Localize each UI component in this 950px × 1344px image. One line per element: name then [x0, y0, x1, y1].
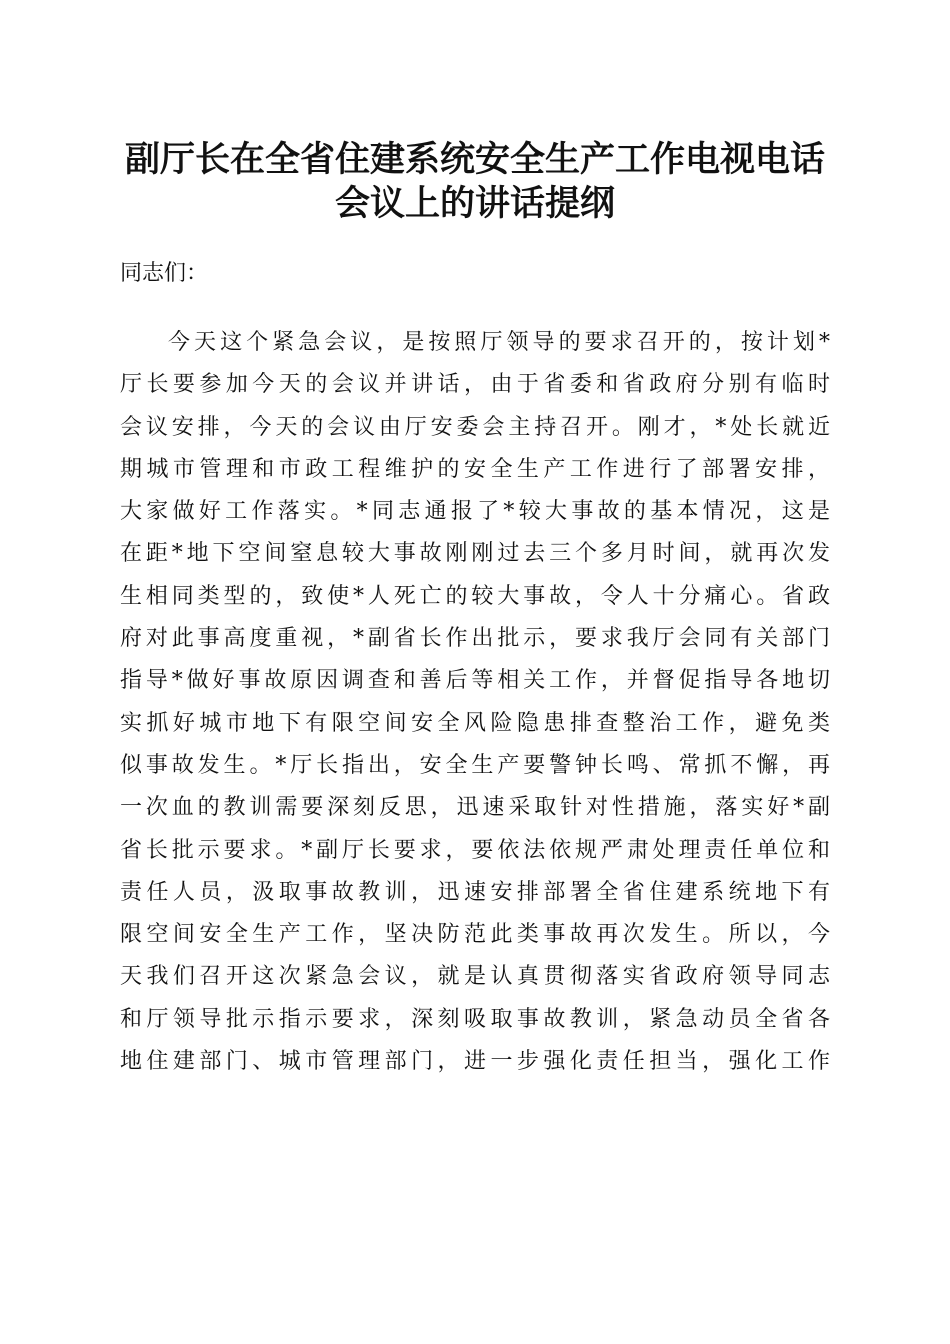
paragraph-line: 在距*地下空间窒息较大事故刚刚过去三个多月时间，就再次发 [120, 541, 830, 567]
paragraph-line: 指导*做好事故原因调查和善后等相关工作，并督促指导各地切 [120, 668, 830, 694]
paragraph-line: 省长批示要求。*副厅长要求，要依法依规严肃处理责任单位和 [120, 837, 830, 863]
title-line-2: 会议上的讲话提纲 [334, 183, 615, 224]
paragraph-line: 一次血的教训需要深刻反思，迅速采取针对性措施，落实好*副 [120, 795, 830, 821]
paragraph-line: 厅长要参加今天的会议并讲话，由于省委和省政府分别有临时 [120, 372, 830, 398]
document-title [100, 138, 850, 226]
paragraph-line: 会议安排，今天的会议由厅安委会主持召开。刚才，*处长就近 [120, 414, 830, 440]
paragraph-line: 责任人员，汲取事故教训，迅速安排部署全省住建系统地下有 [120, 879, 830, 905]
paragraph-line: 限空间安全生产工作，坚决防范此类事故再次发生。所以，今 [120, 922, 830, 948]
paragraph-line: 似事故发生。*厅长指出，安全生产要警钟长鸣、常抓不懈，再 [120, 752, 830, 778]
paragraph-line: 和厅领导批示指示要求，深刻吸取事故教训，紧急动员全省各 [120, 1006, 830, 1032]
paragraph-line: 大家做好工作落实。*同志通报了*较大事故的基本情况，这是 [120, 499, 830, 525]
paragraph-line: 今天这个紧急会议，是按照厅领导的要求召开的，按计划* [168, 330, 830, 355]
paragraph-line: 实抓好城市地下有限空间安全风险隐患排查整治工作，避免类 [120, 710, 830, 736]
paragraph-line: 府对此事高度重视，*副省长作出批示，要求我厅会同有关部门 [120, 626, 830, 652]
speech-paragraph [120, 322, 830, 1083]
paragraph-line: 地住建部门、城市管理部门，进一步强化责任担当，强化工作 [120, 1049, 830, 1075]
paragraph-line: 天我们召开这次紧急会议，就是认真贯彻落实省政府领导同志 [120, 964, 830, 990]
salutation: 同志们： [120, 261, 209, 286]
title-line-1: 副厅长在全省住建系统安全生产工作电视电话 [124, 139, 825, 180]
paragraph-line: 生相同类型的，致使*人死亡的较大事故，令人十分痛心。省政 [120, 583, 830, 609]
paragraph-line: 期城市管理和市政工程维护的安全生产工作进行了部署安排， [120, 456, 830, 482]
